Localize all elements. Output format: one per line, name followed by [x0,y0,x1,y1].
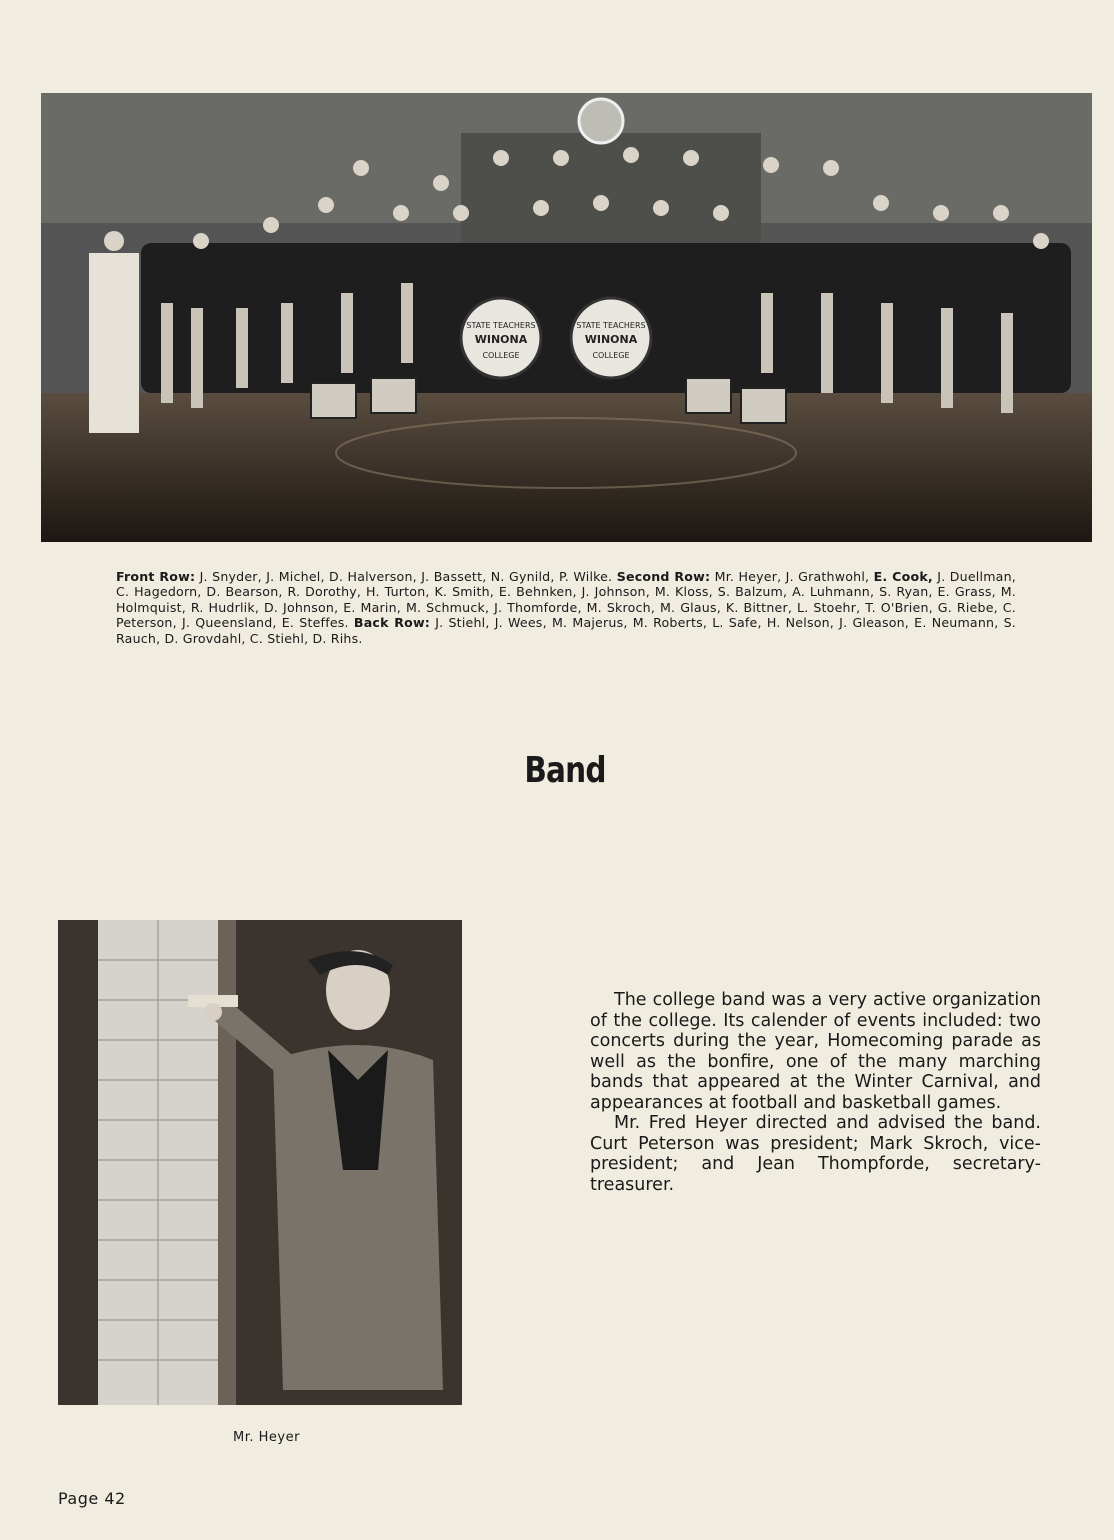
second-row-names-b: J. Duellman, C. Hagedorn, D. Bearson, R. Dorothy, H. Turton, K. Smith, E. Behnken, J. Johnson, M. Kloss, S. Balzum, A. Luhmann, S. Ryan, E. Grass, M. Holmquist, R. Hudrlik, D. Johnson, E. Marin, M. Schmuck, J. Thomforde, M. Skroch, M. Glaus, K. Bittner, L. Stoehr, T. O'Brien, G. Riebe, C. Peterson, J. Queensland, E. Steffes. [116,569,1016,631]
drum-bottom-text-left: COLLEGE [482,351,520,360]
band-photo-illustration [41,93,1092,542]
heyer-photo-caption: Mr. Heyer [233,1430,300,1445]
drum-bottom-text-right: COLLEGE [592,351,630,360]
body-text [590,990,1041,1195]
photo-caption-names [116,569,1016,646]
front-row-label: Front Row: [116,569,196,584]
second-row-label: Second Row: [616,569,711,584]
second-row-bold-name: E. Cook, [873,569,933,584]
page-title: Band [524,750,606,791]
second-row-names-a: Mr. Heyer, J. Grathwohl, [714,569,870,584]
band-group-photo [41,93,1092,542]
heyer-photo-illustration [58,920,462,1405]
body-paragraph-2: Mr. Fred Heyer directed and advised the band. Curt Peterson was president; Mark Skroch, vice-president; and Jean Thompforde, secretary-treasurer. [590,1113,1041,1195]
back-row-names: J. Stiehl, J. Wees, M. Majerus, M. Roberts, L. Safe, H. Nelson, J. Gleason, E. Neumann, S. Rauch, D. Grovdahl, C. Stiehl, D. Rihs. [116,615,1016,646]
drum-middle-text-left: WINONA [474,333,528,346]
drum-top-text-left: STATE TEACHERS [466,321,536,330]
drum-middle-text-right: WINONA [584,333,638,346]
mr-heyer-photo [58,920,462,1405]
page-number: Page 42 [58,1489,126,1508]
front-row-names: J. Snyder, J. Michel, D. Halverson, J. Bassett, N. Gynild, P. Wilke. [199,569,613,584]
back-row-label: Back Row: [353,615,431,631]
body-paragraph-1: The college band was a very active organization of the college. Its calender of events included: two concerts during the year, Homecoming parade as well as the bonfire, one of the many marching bands that appeared at the Winter Carnival, and appearances at football and basketball games. [590,990,1041,1113]
drum-top-text-right: STATE TEACHERS [576,321,646,330]
